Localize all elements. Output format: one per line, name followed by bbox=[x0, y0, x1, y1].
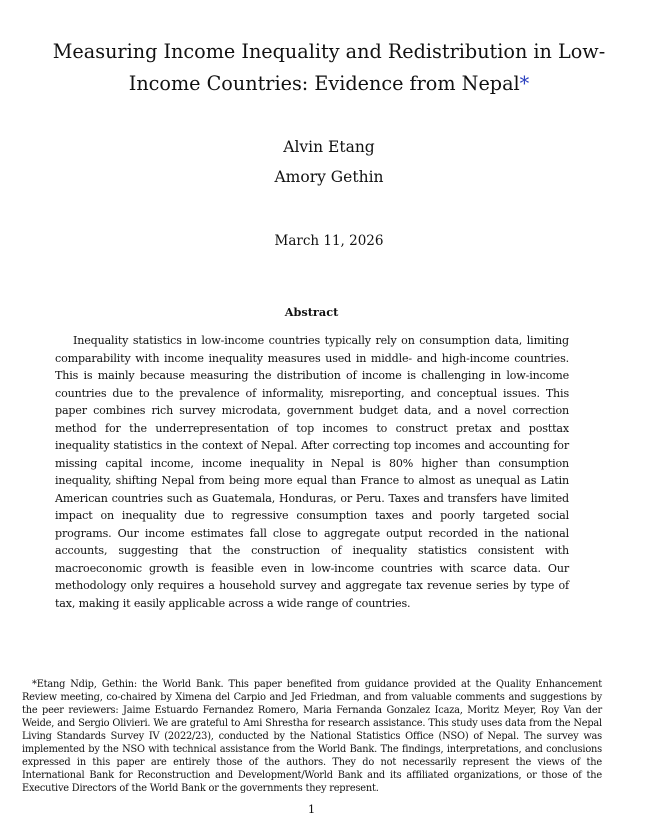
paper-date: March 11, 2026 bbox=[274, 233, 384, 249]
paper-title-text: Measuring Income Inequality and Redistribution in Low-Income Countries: Evidence from Nepal bbox=[52, 40, 606, 95]
author-name: Amory Gethin bbox=[274, 168, 384, 186]
abstract-body: Inequality statistics in low-income countries typically rely on consumption data, limiting comparability with income inequality measures used in middle- and high-income countries. This is mainly because measuring the distribution of income is challenging in low-income countries due to the prevalence of informality, misreporting, and conceptual issues. This paper combines rich survey microdata, government budget data, and a novel correction method for the underrepresentation of top incomes to construct pretax and posttax inequality statistics in the context of Nepal. After correcting top incomes and accounting for missing capital income, income inequality in Nepal is 80% higher than consumption inequality, shifting Nepal from being more equal than France to almost as unequal as Latin American countries such as Guatemala, Honduras, or Peru. Taxes and transfers have limited impact on inequality due to regressive consumption taxes and poorly targeted social programs. Our income estimates fall close to aggregate output recorded in the national accounts, suggesting that the construction of inequality statistics consistent with macroeconomic growth is feasible even in low-income countries with scarce data. Our methodology only requires a household survey and aggregate tax revenue series by type of tax, making it easily applicable across a wide range of countries. bbox=[55, 334, 569, 610]
title-footnote: *Etang Ndip, Gethin: the World Bank. This paper benefited from guidance provided at the Quality Enhancement Review meeting, co-chaired by Ximena del Carpio and Jed Friedman, and from valuable comments and suggestions by the peer reviewers: Jaime Estuardo Fernandez Romero, Maria Fernanda Gonzalez Icaza, Moritz Meyer, Roy Van der Weide, and Sergio Olivieri. We are grateful to Ami Shrestha for research assistance. This study uses data from the Nepal Living Standards Survey IV (2022/23), conducted by the National Statistics Office (NSO) of Nepal. The survey was implemented by the NSO with technical assistance from the World Bank. The findings, interpretations, and conclusions expressed in this paper are entirely those of the authors. They do not necessarily represent the views of the International Bank for Reconstruction and Development/World Bank and its affiliated organizations, or those of the Executive Directors of the World Bank or the governments they represent. bbox=[22, 679, 602, 794]
page-number: 1 bbox=[307, 802, 316, 816]
abstract-heading: Abstract bbox=[284, 305, 339, 319]
author-name: Alvin Etang bbox=[283, 138, 375, 156]
paper-title bbox=[20, 36, 638, 100]
title-footnote-marker[interactable]: * bbox=[519, 72, 530, 95]
